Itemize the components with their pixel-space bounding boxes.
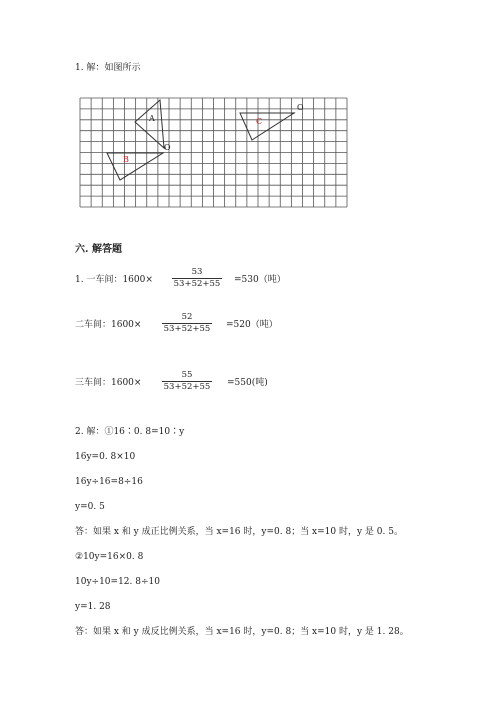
q2-line-1: 2. 解：①16∶0. 8=10∶y bbox=[75, 427, 185, 437]
label-o-2: O bbox=[297, 103, 304, 112]
q1-row3-right: =550(吨) bbox=[227, 378, 268, 388]
point-o-2 bbox=[293, 112, 295, 114]
triangle-b bbox=[107, 153, 163, 180]
q1-row2-numerator: 52 bbox=[181, 312, 193, 322]
q1-row3-fraction bbox=[160, 370, 214, 393]
label-b: B bbox=[123, 155, 129, 164]
label-c: C bbox=[256, 117, 263, 126]
q1-row2-left: 二车间：1600× bbox=[75, 320, 142, 330]
q2-line-4: y=0. 5 bbox=[75, 502, 105, 512]
q1-row1-fraction bbox=[170, 267, 224, 290]
section-title: 六. 解答题 bbox=[75, 244, 122, 255]
label-o-1: O bbox=[164, 143, 171, 152]
q1-row3-denominator: 53+52+55 bbox=[163, 382, 211, 392]
label-a: A bbox=[149, 114, 155, 123]
q1-row3-left: 三车间：1600× bbox=[75, 378, 142, 388]
q2-line-2: 16y=0. 8×10 bbox=[75, 452, 136, 462]
q1-row1-right: =530（吨） bbox=[234, 275, 286, 285]
q1-row1-denominator: 53+52+55 bbox=[173, 279, 221, 289]
q2-line-8: y=1. 28 bbox=[75, 602, 111, 612]
q2-line-5: 答：如果 x 和 y 成正比例关系，当 x=16 时，y=0. 8；当 x=10 时，y 是 0. 5。 bbox=[75, 527, 403, 537]
q1-row2-denominator: 53+52+55 bbox=[163, 324, 211, 334]
q2-line-7: 10y÷10=12. 8÷10 bbox=[75, 577, 160, 587]
q1-row1-left: 1. 一车间：1600× bbox=[75, 275, 153, 285]
triangle-c bbox=[240, 113, 294, 140]
q2-line-3: 16y÷16=8÷16 bbox=[75, 477, 143, 487]
q1-row1-numerator: 53 bbox=[191, 267, 203, 277]
q1-row2-right: =520（吨） bbox=[226, 320, 278, 330]
q2-line-6: ②10y=16×0. 8 bbox=[75, 552, 144, 562]
q2-line-9: 答：如果 x 和 y 成反比例关系，当 x=16 时，y=0. 8；当 x=10 时，y 是 1. 28。 bbox=[75, 627, 409, 637]
q1-row2-fraction bbox=[160, 312, 214, 335]
answer-line-1: 1. 解：如图所示 bbox=[75, 63, 141, 73]
q1-row3-numerator: 55 bbox=[181, 370, 193, 380]
